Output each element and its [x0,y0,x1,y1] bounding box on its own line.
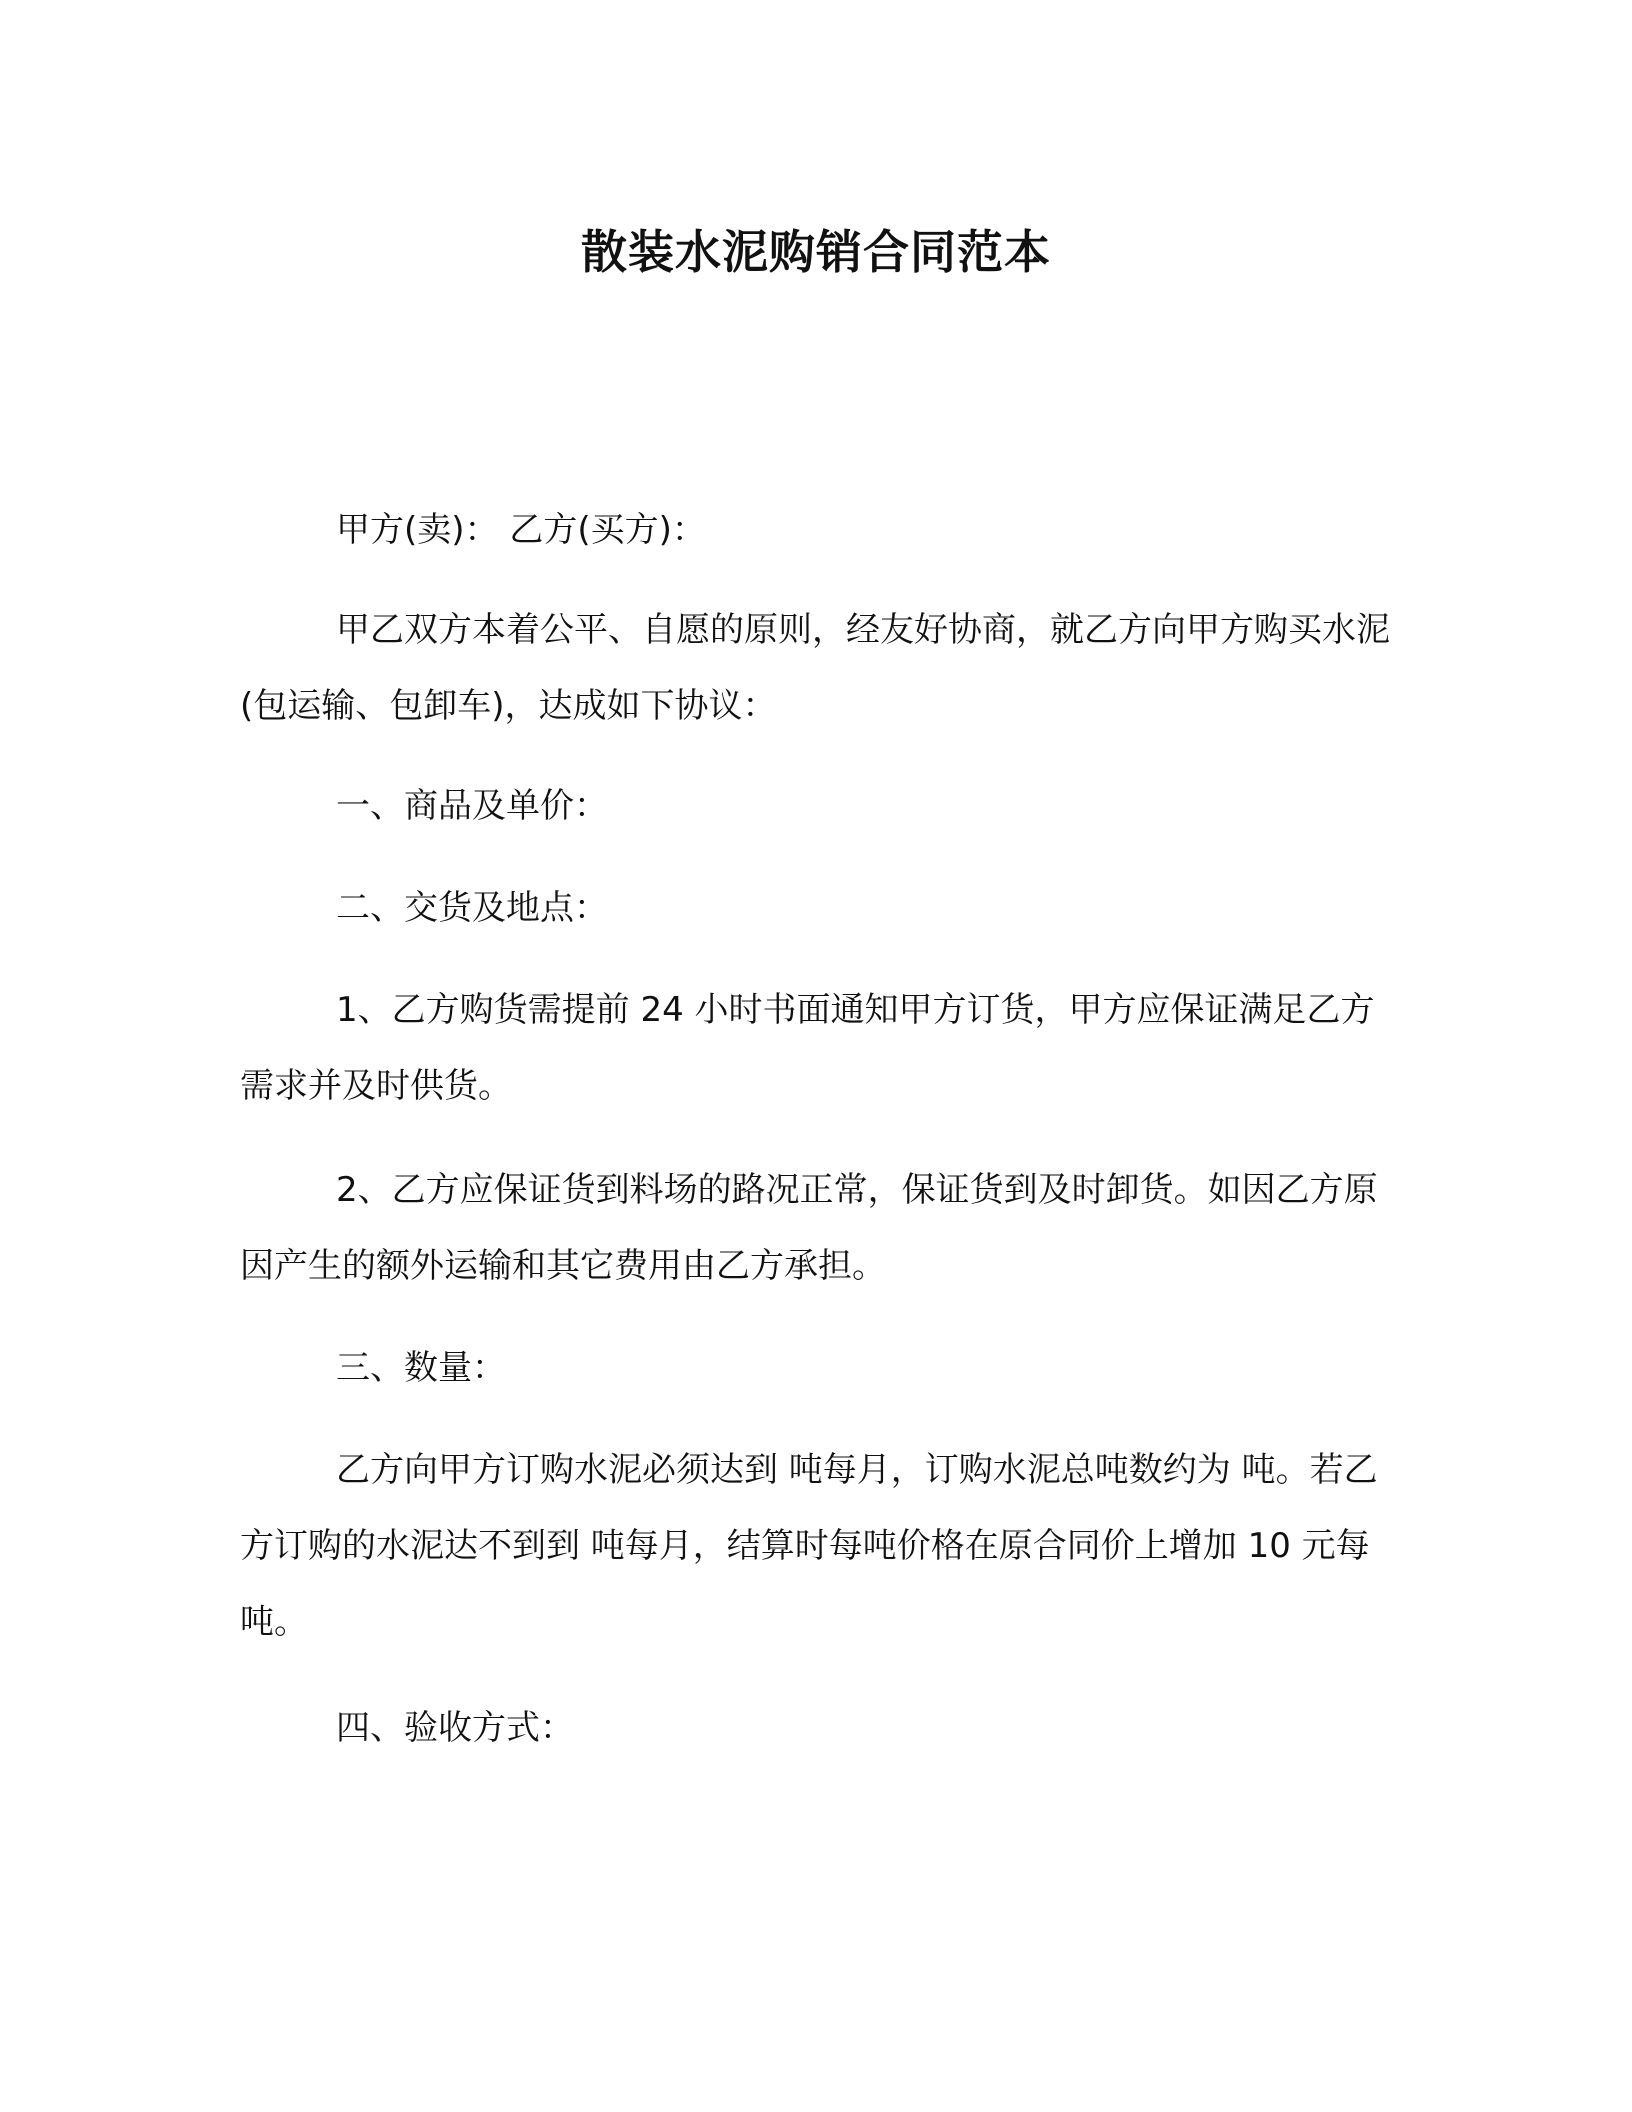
preamble-paragraph: 甲乙双方本着公平、自愿的原则，经友好协商，就乙方向甲方购买水泥(包运输、包卸车)，达成如下协议： [240,610,1390,726]
section-heading-acceptance: 四、验收方式： [336,1708,574,1748]
quantity-clause: 乙方向甲方订购水泥必须达到 吨每月，订购水泥总吨数约为 吨。若乙方订购的水泥达不到到 吨每月，结算时每吨价格在原合同价上增加 10 元每吨。 [240,1450,1378,1642]
document-title: 散装水泥购销合同范本 [581,225,1051,279]
parties-line: 甲方(卖)： 乙方(买方)： [336,510,706,550]
section-heading-quantity: 三、数量： [336,1348,506,1388]
delivery-clause-1: 1、乙方购货需提前 24 小时书面通知甲方订货，甲方应保证满足乙方需求并及时供货。 [240,990,1375,1106]
delivery-clause-2: 2、乙方应保证货到料场的路况正常，保证货到及时卸货。如因乙方原因产生的额外运输和其它费用由乙方承担。 [240,1170,1378,1286]
section-heading-goods-price: 一、商品及单价： [336,786,608,826]
section-heading-delivery: 二、交货及地点： [336,888,608,928]
